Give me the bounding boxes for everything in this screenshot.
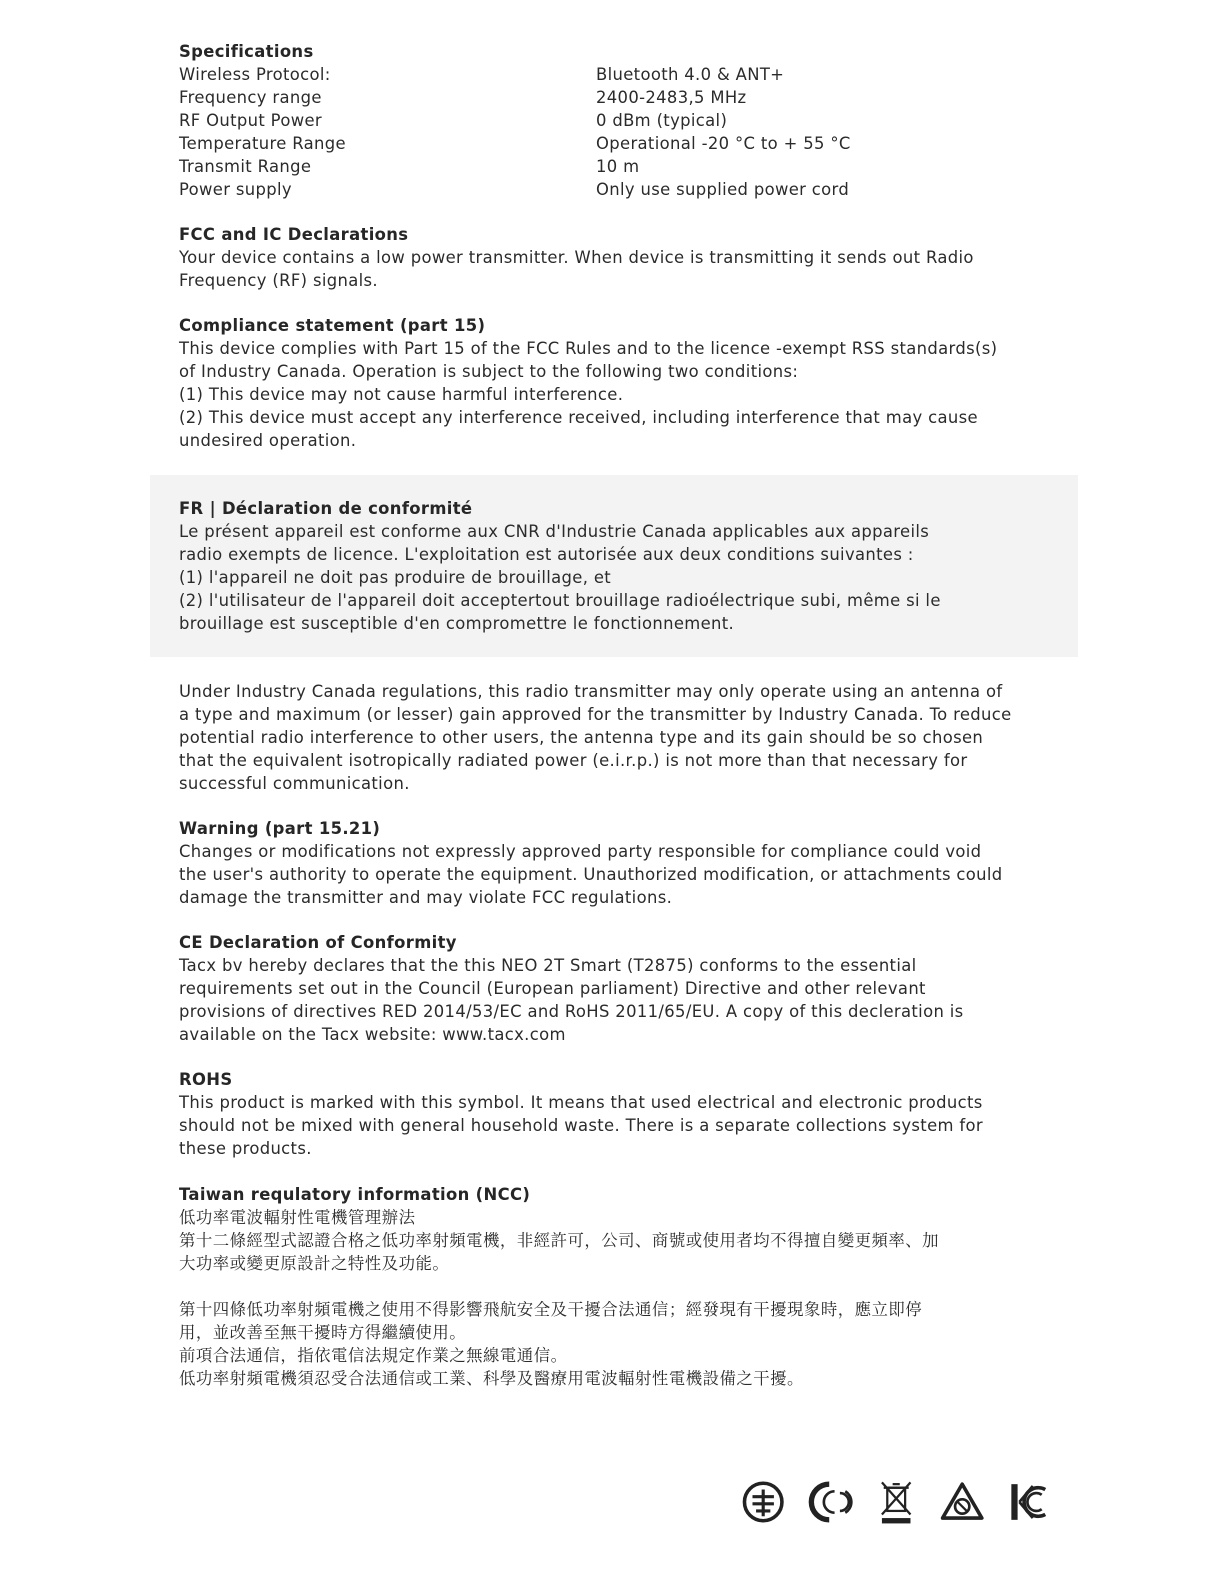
paragraph-line: (1) This device may not cause harmful interference. (179, 385, 624, 404)
ce-heading: CE Declaration of Conformity (179, 933, 457, 952)
spec-value: 2400-2483,5 MHz (596, 88, 747, 107)
specifications-section (179, 40, 1099, 201)
spec-label: Frequency range (179, 88, 322, 107)
weee-crossed-bin-icon (873, 1474, 919, 1530)
paragraph-line: potential radio interference to other users, the antenna type and its gain should be so chosen (179, 728, 984, 747)
taiwan-heading: Taiwan requlatory information (NCC) (179, 1185, 531, 1204)
paragraph-line: Frequency (RF) signals. (179, 271, 378, 290)
paragraph-line: Your device contains a low power transmitter. When device is transmitting it sends out Radio (179, 248, 974, 267)
spec-value: Bluetooth 4.0 & ANT+ (596, 65, 785, 84)
spec-label: RF Output Power (179, 111, 322, 130)
paragraph-line: Changes or modifications not expressly approved party responsible for compliance could void (179, 842, 982, 861)
paragraph-line: 第十二條經型式認證合格之低功率射頻電機，非經許可，公司、商號或使用者均不得擅自變更頻率、加 (179, 1231, 940, 1250)
paragraph-line: requirements set out in the Council (European parliament) Directive and other relevant (179, 979, 926, 998)
paragraph-line: of Industry Canada. Operation is subject to the following two conditions: (179, 362, 799, 381)
fr-declaration-section (179, 497, 1049, 635)
spec-value: Only use supplied power cord (596, 180, 850, 199)
paragraph-line: (2) l'utilisateur de l'appareil doit acceptertout brouillage radioélectrique subi, même si le (179, 591, 941, 610)
spec-row (179, 63, 1099, 86)
warning-section (179, 817, 1049, 909)
paragraph-line: undesired operation. (179, 431, 357, 450)
industry-canada-section (179, 680, 1049, 795)
paragraph-line: Under Industry Canada regulations, this radio transmitter may only operate using an antenna of (179, 682, 1003, 701)
specifications-heading: Specifications (179, 42, 314, 61)
paragraph-line: a type and maximum (or lesser) gain approved for the transmitter by Industry Canada. To reduce (179, 705, 1012, 724)
paragraph-line: successful communication. (179, 774, 410, 793)
rohs-heading: ROHS (179, 1070, 233, 1089)
rohs-section (179, 1068, 1049, 1160)
paragraph-line: (1) l'appareil ne doit pas produire de brouillage, et (179, 568, 612, 587)
spec-label: Wireless Protocol: (179, 65, 331, 84)
spec-label: Power supply (179, 180, 292, 199)
spec-value: 10 m (596, 157, 640, 176)
taiwan-ncc-mark-icon (740, 1474, 786, 1530)
spec-row (179, 86, 1099, 109)
paragraph-line: 用，並改善至無干擾時方得繼續使用。 (179, 1323, 467, 1342)
paragraph-line: 第十四條低功率射頻電機之使用不得影響飛航安全及干擾合法通信；經發現有干擾現象時，應立即停 (179, 1300, 923, 1319)
paragraph-line: Tacx bv hereby declares that the this NEO 2T Smart (T2875) conforms to the essential (179, 956, 917, 975)
spec-value: 0 dBm (typical) (596, 111, 728, 130)
certification-marks (740, 1470, 1052, 1534)
spec-row (179, 109, 1099, 132)
compliance-heading: Compliance statement (part 15) (179, 316, 486, 335)
paragraph-line: these products. (179, 1139, 312, 1158)
paragraph-line: available on the Tacx website: www.tacx.com (179, 1025, 566, 1044)
spec-label: Transmit Range (179, 157, 312, 176)
warning-heading: Warning (part 15.21) (179, 819, 381, 838)
spec-value: Operational -20 °C to + 55 °C (596, 134, 851, 153)
spec-row (179, 155, 1099, 178)
korea-kc-mark-icon (1006, 1474, 1052, 1530)
paragraph-line: 低功率電波輻射性電機管理辦法 (179, 1208, 416, 1227)
paragraph-line: This device complies with Part 15 of the FCC Rules and to the licence -exempt RSS standards(s) (179, 339, 998, 358)
fcc-ic-heading: FCC and IC Declarations (179, 225, 409, 244)
fr-declaration-heading: FR | Déclaration de conformité (179, 499, 473, 518)
japan-pse-mark-icon (939, 1474, 985, 1530)
paragraph-line: should not be mixed with general household waste. There is a separate collections system for (179, 1116, 983, 1135)
spec-label: Temperature Range (179, 134, 346, 153)
fcc-ic-section (179, 223, 1049, 292)
paragraph-line: provisions of directives RED 2014/53/EC and RoHS 2011/65/EU. A copy of this decleration is (179, 1002, 964, 1021)
spec-row (179, 178, 1099, 201)
spec-row (179, 132, 1099, 155)
paragraph-line: damage the transmitter and may violate FCC regulations. (179, 888, 673, 907)
paragraph-line: 前項合法通信，指依電信法規定作業之無線電通信。 (179, 1346, 568, 1365)
paragraph-line: that the equivalent isotropically radiated power (e.i.r.p.) is not more than that necessary for (179, 751, 968, 770)
paragraph-line: radio exempts de licence. L'exploitation est autorisée aux deux conditions suivantes : (179, 545, 914, 564)
paragraph-line: 大功率或變更原設計之特性及功能。 (179, 1254, 450, 1273)
paragraph-line: 低功率射頻電機須忍受合法通信或工業、科學及醫療用電波輻射性電機設備之干擾。 (179, 1369, 804, 1388)
paragraph-line: This product is marked with this symbol. It means that used electrical and electronic products (179, 1093, 983, 1112)
paragraph-line: Le présent appareil est conforme aux CNR d'Industrie Canada applicables aux appareils (179, 522, 930, 541)
paragraph-line: brouillage est susceptible d'en compromettre le fonctionnement. (179, 614, 735, 633)
ce-section (179, 931, 1049, 1046)
paragraph-line: the user's authority to operate the equipment. Unauthorized modification, or attachments could (179, 865, 1003, 884)
taiwan-ncc-section (179, 1183, 1059, 1390)
rcm-mark-icon (806, 1474, 852, 1530)
compliance-section (179, 314, 1049, 452)
paragraph-line: (2) This device must accept any interference received, including interference that may cause (179, 408, 978, 427)
